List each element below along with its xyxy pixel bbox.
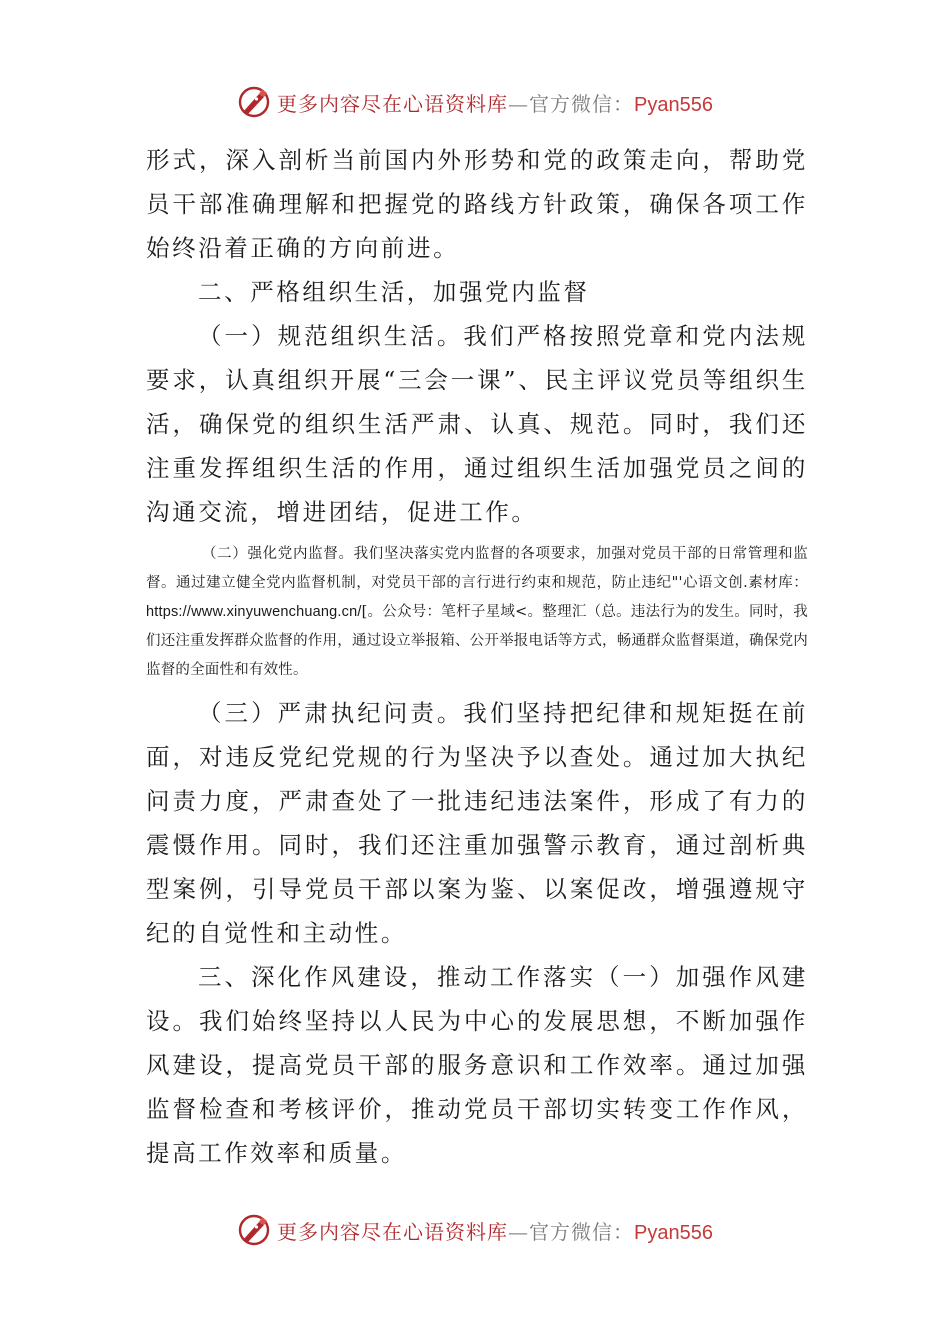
banner-wechat-label: 官方微信：: [529, 91, 635, 116]
paragraph-party-supervision-a: （二）强化党内监督。我们坚决落实党内监督的各项要求，加强对党员干部的日常管理和监督。通过建立健全党内监督机制，对党员干部的言行进行约束和规范，防止违纪"'心语文创.素材库：: [146, 546, 808, 591]
banner-text: [277, 88, 713, 117]
banner-wechat-id: Pyan556: [634, 93, 713, 116]
paragraph-organization-life: （一）规范组织生活。我们严格按照党章和党内法规要求，认真组织开展“三会一课”、民主评议党员等组织生活，确保党的组织生活严肃、认真、规范。同时，我们还注重发挥组织生活的作用，通过组织生活加强党员之间的沟通交流，增进团结，促进工作。: [146, 322, 808, 526]
section-heading-2: 二、严格组织生活，加强党内监督: [198, 278, 590, 306]
paragraph-party-supervision-b: [。公众号：笔杆子星域<。整理汇（总。违法行为的发生。同时，我们还注重发挥群众监督的作用，通过设立举报箱、公开举报电话等方式，畅通群众监督渠道，确保党内监督的全面性和有效性。: [146, 604, 808, 678]
paragraph-party-supervision: [146, 540, 808, 685]
section-heading-3-paragraph: 三、深化作风建设，推动工作落实（一）加强作风建设。我们始终坚持以人民为中心的发展思想，不断加强作风建设，提高党员干部的服务意识和工作效率。通过加强监督检查和考核评价，推动党员干部切实转变工作作风，提高工作效率和质量。: [146, 963, 808, 1167]
banner-text: [277, 1216, 713, 1245]
banner-wechat-id: Pyan556: [634, 1221, 713, 1244]
banner-brand: 更多内容尽在心语资料库: [277, 91, 509, 116]
banner-wechat-label: 官方微信：: [529, 1219, 635, 1244]
banner-dash: —: [508, 91, 530, 116]
footer-banner: [0, 1210, 950, 1250]
pen-nib-logo-icon: [237, 1213, 271, 1247]
banner-dash: —: [508, 1219, 530, 1244]
document-body: [146, 138, 808, 1175]
paragraph-continuation: 形式，深入剖析当前国内外形势和党的政策走向，帮助党员干部准确理解和把握党的路线方针政策，确保各项工作始终沿着正确的方向前进。: [146, 146, 808, 262]
banner-brand: 更多内容尽在心语资料库: [277, 1219, 509, 1244]
pen-nib-logo-icon: [237, 85, 271, 119]
header-banner: [0, 82, 950, 122]
paragraph-discipline-accountability: （三）严肃执纪问责。我们坚持把纪律和规矩挺在前面，对违反党纪党规的行为坚决予以查处。通过加大执纪问责力度，严肃查处了一批违纪违法案件，形成了有力的震慑作用。同时，我们还注重加强警示教育，通过剖析典型案例，引导党员干部以案为鉴、以案促改，增强遵规守纪的自觉性和主动性。: [146, 699, 808, 947]
website-link[interactable]: https://www.xinyuwenchuang.cn/: [146, 604, 362, 620]
